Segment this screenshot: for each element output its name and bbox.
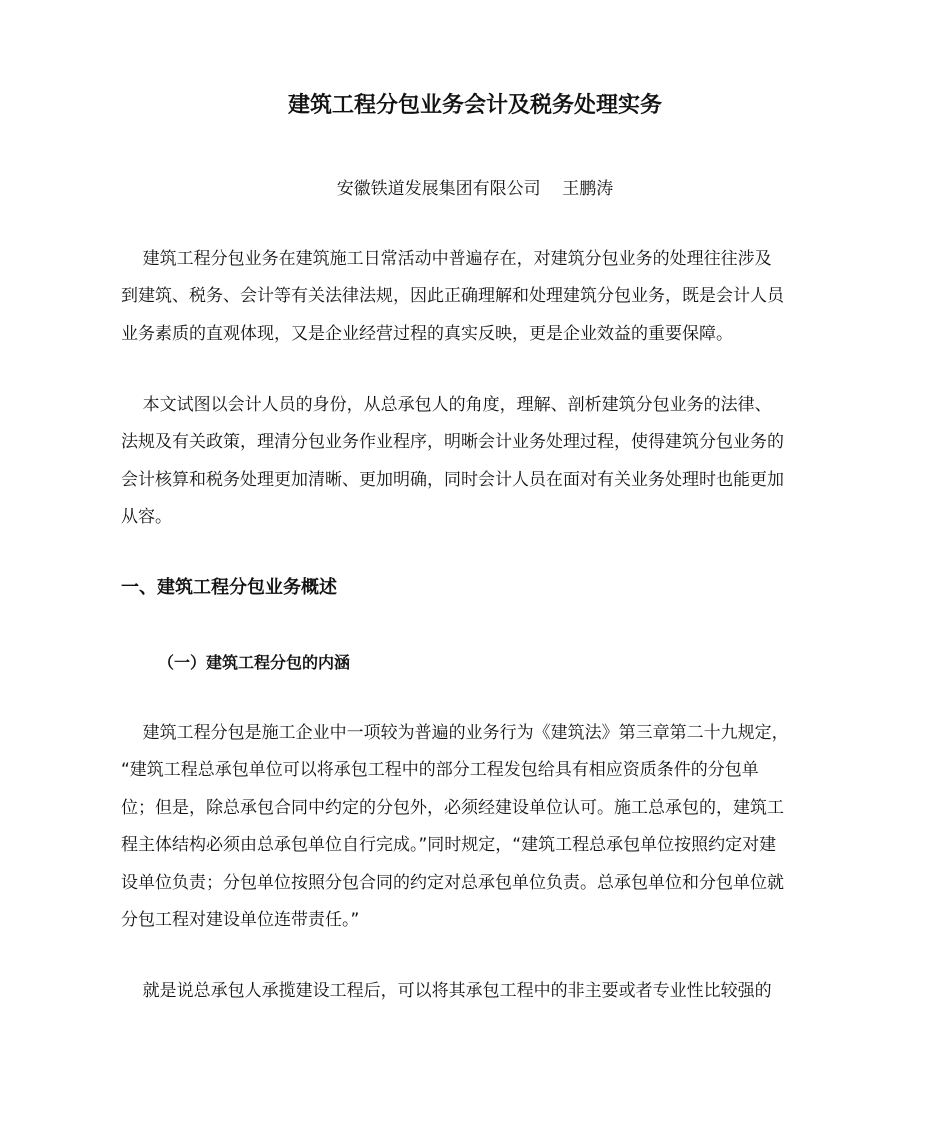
paragraph-line: 到建筑、税务、会计等有关法律法规，因此正确理解和处理建筑分包业务，既是会计人员: [121, 286, 784, 307]
paragraph-line: 本文试图以会计人员的身份，从总承包人的角度，理解、剖析建筑分包业务的法律、: [121, 395, 772, 415]
paragraph-line: 从容。: [121, 507, 172, 528]
paragraph-line: 法规及有关政策，理清分包业务作业程序，明晰会计业务处理过程，使得建筑分包业务的: [121, 432, 784, 453]
paragraph-line: 会计核算和税务处理更加清晰、更加明确，同时会计人员在面对有关业务处理时也能更加: [121, 469, 784, 490]
paragraph-line: 程主体结构必须由总承包单位自行完成。”同时规定，“建筑工程总承包单位按照约定对建: [121, 835, 777, 856]
paragraph-line: 设单位负责；分包单位按照分包合同的约定对总承包单位负责。总承包单位和分包单位就: [121, 872, 784, 893]
document-title: 建筑工程分包业务会计及税务处理实务: [287, 93, 662, 118]
paragraph-line: 业务素质的直观体现，又是企业经营过程的真实反映，更是企业效益的重要保障。: [121, 323, 733, 344]
paragraph-line: 就是说总承包人承揽建设工程后，可以将其承包工程中的非主要或者专业性比较强的: [121, 981, 772, 1001]
paragraph-line: “建筑工程总承包单位可以将承包工程中的部分工程发包给具有相应资质条件的分包单: [121, 760, 759, 781]
paragraph-line: 位；但是，除总承包合同中约定的分包外，必须经建设单位认可。施工总承包的，建筑工: [121, 797, 784, 818]
section-heading: 一、建筑工程分包业务概述: [121, 577, 337, 598]
paragraph-line: 建筑工程分包是施工企业中一项较为普遍的业务行为《建筑法》第三章第二十九规定，: [121, 723, 789, 743]
subsection-heading: （一）建筑工程分包的内涵: [158, 653, 351, 672]
paragraph-explanation: [121, 973, 861, 1010]
author-byline: 安徽铁道发展集团有限公司 王鹏涛: [336, 179, 614, 199]
paragraph-line: 建筑工程分包业务在建筑施工日常活动中普遍存在，对建筑分包业务的处理往往涉及: [121, 249, 772, 269]
paragraph-line: 分包工程对建设单位连带责任。”: [121, 910, 360, 931]
paragraph-purpose: [121, 387, 861, 537]
paragraph-intro: [121, 241, 861, 353]
paragraph-law: [121, 715, 861, 939]
